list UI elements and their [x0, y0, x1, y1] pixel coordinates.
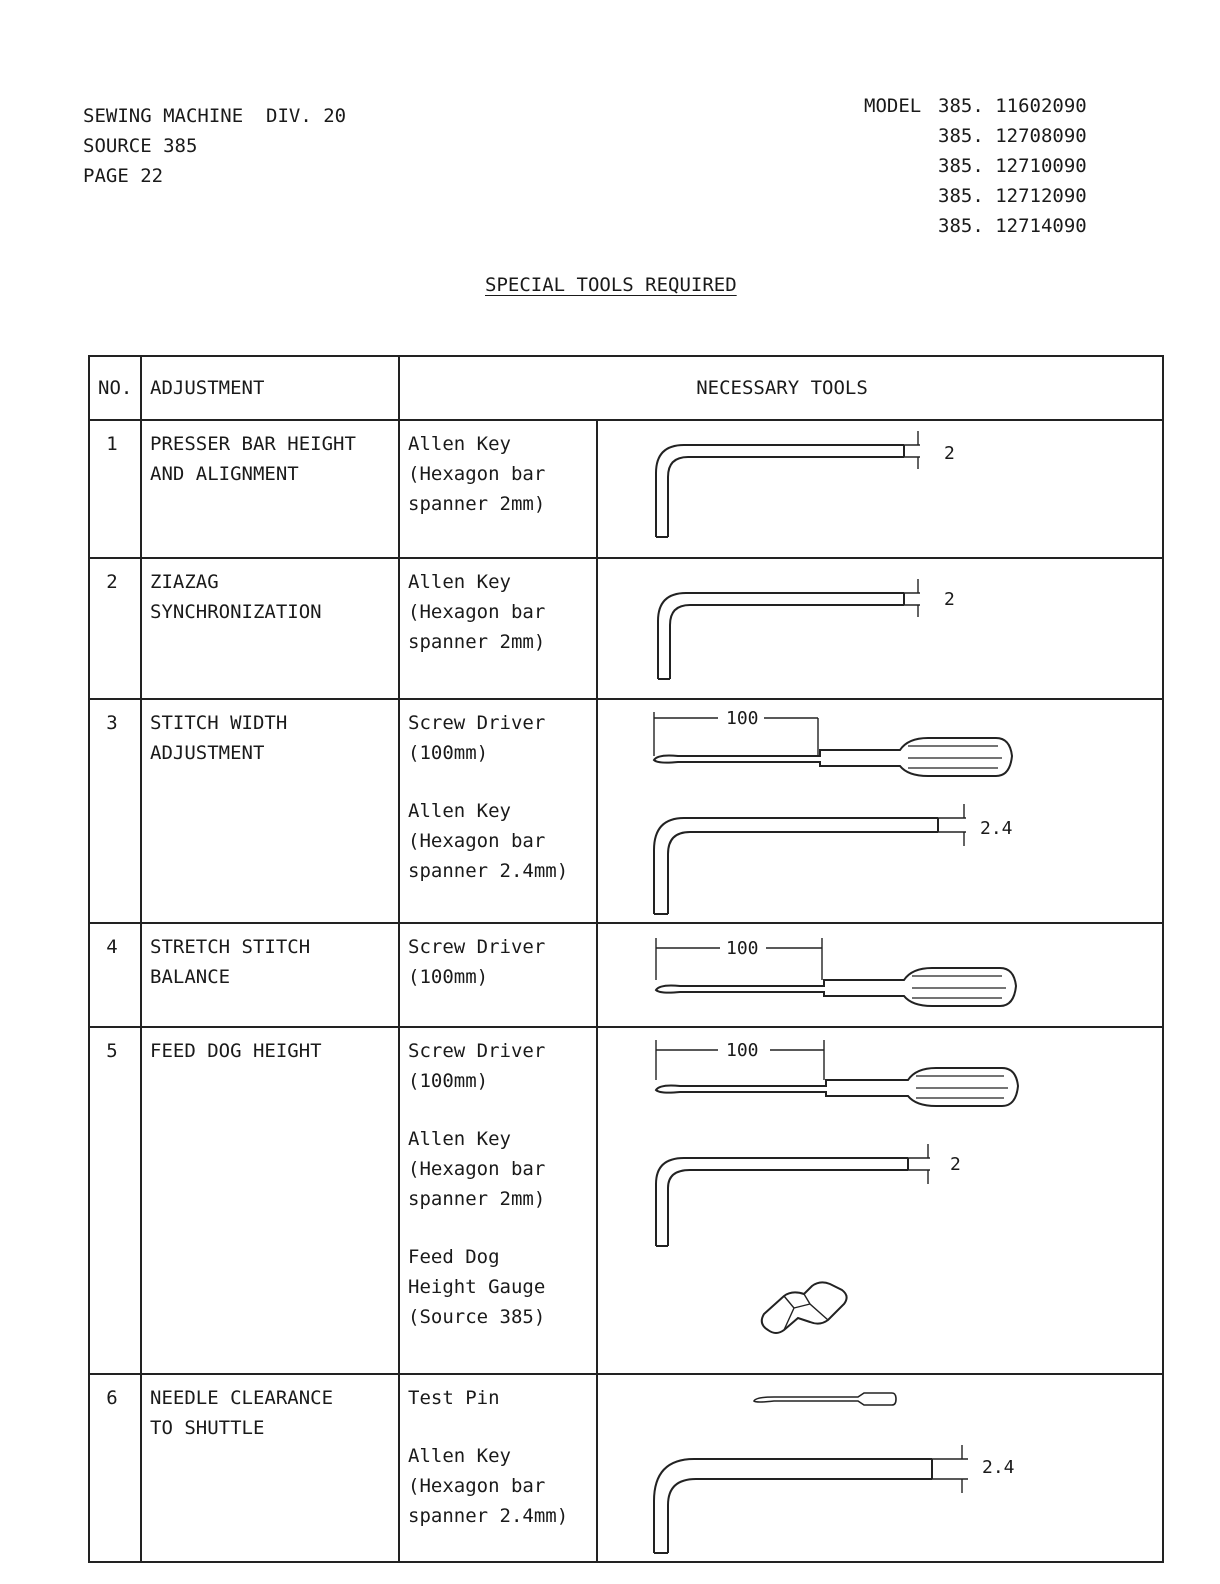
adjustment-cell [141, 420, 399, 558]
tool-detail: spanner 2.4mm) [408, 859, 569, 882]
model-number: 385. 12714090 [938, 215, 1087, 237]
row-number: 6 [89, 1374, 141, 1562]
allen-key-icon [654, 1445, 1015, 1553]
division-line: SEWING MACHINE DIV. 20 [83, 105, 347, 127]
adjustment-cell [141, 923, 399, 1027]
tool-picture-cell [597, 558, 1163, 698]
tool-pictures [598, 700, 1160, 920]
adjustment-line: FEED DOG HEIGHT [150, 1040, 322, 1063]
tool-name-cell [399, 923, 597, 1027]
tool-detail: (100mm) [408, 965, 489, 988]
tool-detail: (Hexagon bar [408, 463, 546, 486]
table-row [89, 699, 1163, 923]
tool-picture-cell [597, 420, 1163, 558]
tool-name: Allen Key [408, 799, 511, 822]
dimension-label: 2 [944, 589, 955, 611]
tool-name: Screw Driver [408, 711, 546, 734]
tool-picture-cell [597, 1027, 1163, 1374]
table-header-row [89, 356, 1163, 420]
tool-detail: (Hexagon bar [408, 829, 546, 852]
col-header-necessary-tools: NECESSARY TOOLS [399, 356, 1163, 420]
model-number: 385. 12708090 [938, 125, 1087, 147]
tool-name: Screw Driver [408, 1040, 546, 1063]
tool-name-cell [399, 558, 597, 698]
tool-name-cell [399, 1027, 597, 1374]
tool-detail: spanner 2mm) [408, 493, 546, 516]
screwdriver-icon [656, 1040, 1018, 1106]
tool-name-cell [399, 420, 597, 558]
col-header-no: NO. [89, 356, 141, 420]
table-row [89, 923, 1163, 1027]
table-row [89, 420, 1163, 558]
allen-key-icon [598, 559, 1160, 695]
tool-detail: (Hexagon bar [408, 601, 546, 624]
row-number: 4 [89, 923, 141, 1027]
adjustment-line: BALANCE [150, 965, 231, 988]
row-number: 1 [89, 420, 141, 558]
tool-name: Screw Driver [408, 935, 546, 958]
screwdriver-icon [654, 708, 1012, 776]
tool-name: Allen Key [408, 571, 511, 594]
adjustment-cell [141, 699, 399, 923]
dimension-label: 2.4 [980, 817, 1013, 839]
tool-detail: (100mm) [408, 1070, 489, 1093]
adjustment-line: SYNCHRONIZATION [150, 601, 322, 624]
adjustment-line: STRETCH STITCH [150, 935, 311, 958]
tool-name: Allen Key [408, 1444, 511, 1467]
tool-detail: spanner 2mm) [408, 1188, 546, 1211]
model-label: MODEL [864, 95, 922, 117]
special-tools-table [88, 355, 1164, 1563]
height-gauge-icon [762, 1282, 847, 1333]
table-row [89, 1374, 1163, 1562]
adjustment-line: TO SHUTTLE [150, 1416, 265, 1439]
row-number: 5 [89, 1027, 141, 1374]
dimension-label: 2 [950, 1154, 961, 1176]
dimension-label: 100 [726, 1040, 759, 1062]
dimension-label: 2 [944, 443, 955, 465]
page-line: PAGE 22 [83, 165, 164, 187]
table-row [89, 1027, 1163, 1374]
tool-picture-cell [597, 1374, 1163, 1562]
tool-name-cell [399, 1374, 597, 1562]
table-row [89, 558, 1163, 698]
tool-name: Allen Key [408, 1128, 511, 1151]
dimension-label: 100 [726, 707, 759, 729]
adjustment-line: NEEDLE CLEARANCE [150, 1386, 334, 1409]
adjustment-cell [141, 558, 399, 698]
tool-detail: spanner 2mm) [408, 631, 546, 654]
page-title: SPECIAL TOOLS REQUIRED [485, 274, 737, 296]
tool-picture-cell [597, 923, 1163, 1027]
adjustment-line: PRESSER BAR HEIGHT [150, 433, 356, 456]
tool-detail: (100mm) [408, 741, 489, 764]
tool-name: Feed Dog [408, 1246, 500, 1269]
col-header-adjustment: ADJUSTMENT [141, 356, 399, 420]
source-line: SOURCE 385 [83, 135, 198, 157]
model-number: 385. 11602090 [938, 95, 1087, 117]
screwdriver-icon [598, 924, 1160, 1024]
adjustment-cell [141, 1374, 399, 1562]
model-number: 385. 12712090 [938, 185, 1087, 207]
tool-picture-cell [597, 699, 1163, 923]
tool-name: Allen Key [408, 433, 511, 456]
tool-pictures [598, 1375, 1160, 1559]
adjustment-line: ADJUSTMENT [150, 741, 265, 764]
tool-pictures [598, 1028, 1160, 1370]
tool-name: Test Pin [408, 1386, 500, 1409]
row-number: 2 [89, 558, 141, 698]
model-number: 385. 12710090 [938, 155, 1087, 177]
tool-name-cell [399, 699, 597, 923]
tool-detail: spanner 2.4mm) [408, 1504, 569, 1527]
dimension-label: 100 [726, 937, 759, 959]
tool-detail: (Hexagon bar [408, 1474, 546, 1497]
adjustment-line: STITCH WIDTH [150, 711, 288, 734]
allen-key-icon [656, 1144, 961, 1246]
allen-key-icon [654, 804, 1013, 914]
tool-detail: Height Gauge [408, 1276, 546, 1299]
dimension-label: 2.4 [982, 1456, 1015, 1478]
adjustment-line: AND ALIGNMENT [150, 463, 299, 486]
adjustment-line: ZIAZAG [150, 571, 219, 594]
model-list [864, 91, 1087, 241]
allen-key-icon [598, 421, 1160, 555]
document-header-left [83, 101, 346, 191]
row-number: 3 [89, 699, 141, 923]
tool-detail: (Source 385) [408, 1306, 546, 1329]
adjustment-cell [141, 1027, 399, 1374]
test-pin-icon [754, 1393, 896, 1405]
tool-detail: (Hexagon bar [408, 1158, 546, 1181]
